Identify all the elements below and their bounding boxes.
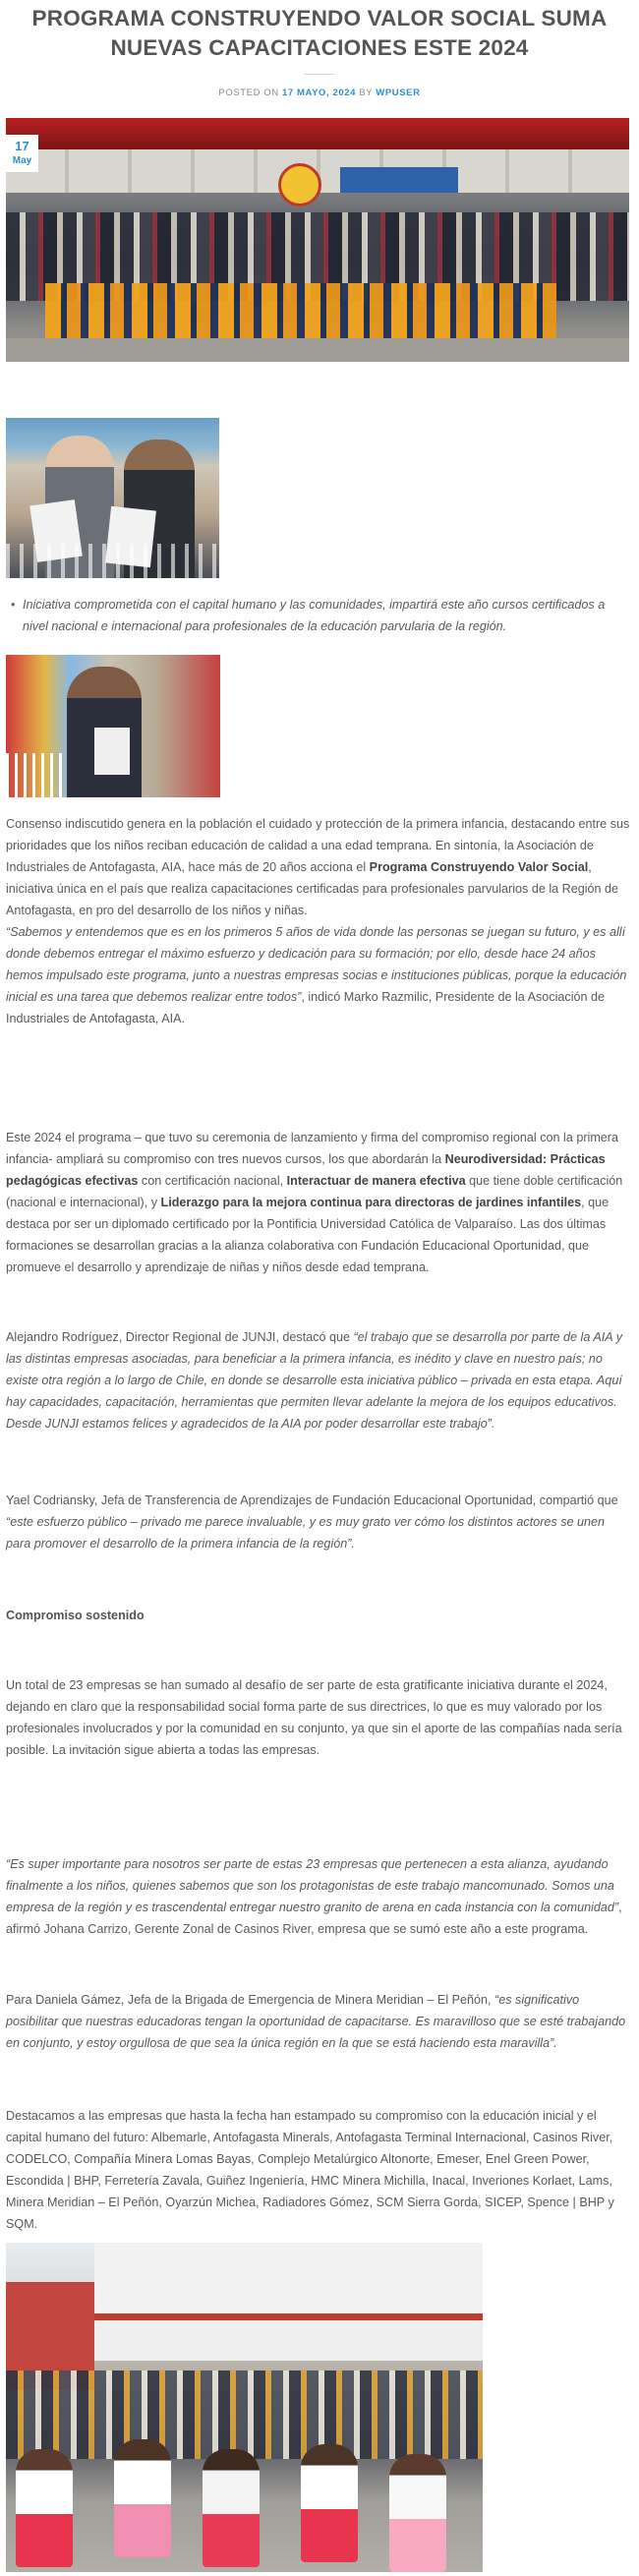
post-title: PROGRAMA CONSTRUYENDO VALOR SOCIAL SUMA NUEVAS CAPACITACIONES ESTE 2024 <box>31 6 608 60</box>
featured-image <box>6 118 629 362</box>
date-badge-day: 17 <box>15 139 29 153</box>
by-label: BY <box>359 88 374 98</box>
date-badge <box>6 135 38 172</box>
paragraph-courses: Este 2024 el programa – que tuvo su ceremonia de lanzamiento y firma del compromiso regional con la primera infancia- ampliará su compromiso con tres nuevos cursos, los que abordarán la Neurodiversidad: Prácticas pedagógicas efectivas con certificación nacional, Interactuar de manera efectiva que tiene doble certificación (nacional e internacional), y Liderazgo para la mejora continua para directoras de jardines infantiles, que destaca por ser un diplomado certificado por la Pontificia Universidad Católica de Valparaíso. Las dos últimas formaciones se desarrollan gracias a la alianza colaborativa con Fundación Educacional Oportunidad, que promueve el desarrollo y aprendizaje de niñas y niños desde edad temprana. <box>6 1131 623 1274</box>
photo-man-certificate <box>6 655 220 797</box>
paragraph-codriansky: Yael Codriansky, Jefa de Transferencia de Aprendizajes de Fundación Educacional Oportunidad, compartió que “este esfuerzo público – privado me parece invaluable, y es muy grato ver cómo los distintos actores se unen para promover el desarrollo de la primera infancia de la región”. <box>6 1493 618 1551</box>
quote-carrizo: “Es super importante para nosotros ser parte de estas 23 empresas que pertenecen a esta alianza, ayudando finalmente a los niños, quienes sabemos que son los protagonistas de este trabajo mancomunado. Somos una empresa de la región y es trascendental entregar nuestro granito de arena en cada instancia con la comunidad”, afirmó Johana Carrizo, Gerente Zonal de Casinos River, empresa que se sumó este año a este programa. <box>6 1857 622 1936</box>
author-link[interactable]: WPUSER <box>376 88 421 98</box>
subheading-compromiso: Compromiso sostenido <box>6 1609 145 1622</box>
quote-razmilic: “Sabemos y entendemos que es en los primeros 5 años de vida donde las personas se juegan su futuro, y es allí donde debemos entregar el máximo esfuerzo y dedicación para su formación; por ello, desde hace 24 años hemos impulsado este programa, junto a nuestras empresas socias e instituciones públicas, porque la educación inicial es una tarea que debemos realizar entre todos”, indicó Marko Razmilic, Presidente de la Asociación de Industriales de Antofagasta, AIA. <box>6 925 627 1025</box>
paragraph-gamez: Para Daniela Gámez, Jefa de la Brigada de Emergencia de Minera Meridian – El Peñón, “es significativo posibilitar que nuestras educadoras tengan la oportunidad de capacitarse. Es maravilloso que se esté trabajando en conjunto, y estoy orgullosa de que sea la única región en la que se está haciendo esta maravilla”. <box>6 1993 626 2050</box>
posted-on-label: POSTED ON <box>218 88 279 98</box>
date-badge-month: May <box>12 155 32 166</box>
summary-item: • Iniciativa comprometida con el capital humano y las comunidades, impartirá este año cursos certificados a nivel nacional e internacional para profesionales de la educación parvularia de la región. <box>23 594 632 637</box>
photo-two-men-certificates <box>6 418 219 578</box>
post-date-link[interactable]: 17 MAYO, 2024 <box>282 88 357 98</box>
paragraph-junji: Alejandro Rodríguez, Director Regional de JUNJI, destacó que “el trabajo que se desarrolla por parte de la AIA y las distintas empresas asociadas, para beneficiar a la primera infancia, es inédito y clave en nuestro país; no existe otra región a lo largo de Chile, en donde se desarrolle esta iniciativa público – privada en esta etapa. Aquí hay capacidades, capacitación, herramientas que permiten llevar adelante la mejora de los equipos educativos. Desde JUNJI estamos felices y agradecidos de la AIA por poder desarrollar este trabajo”. <box>6 1330 622 1431</box>
paragraph-companies-total: Un total de 23 empresas se han sumado al desafío de ser parte de esta gratificante iniciativa durante el 2024, dejando en claro que la responsabilidad social forma parte de sus directrices, lo que es muy valorado por los profesionales involucrados y por la comunidad en su conjunto, ya que sin el aporte de las compañías nada sería posible. La invitación sigue abierta a todas las empresas. <box>6 1678 622 1757</box>
paragraph-intro: Consenso indiscutido genera en la población el cuidado y protección de la primera infancia, destacando entre sus prioridades que los niños reciban educación de calidad a una edad temprana. En sintonía, la Asociación de Industriales de Antofagasta, AIA, hace más de 20 años acciona el Programa Construyendo Valor Social, iniciativa única en el país que realiza capacitaciones certificadas para profesionales parvularios de la Región de Antofagasta, en pro del desarrollo de los niños y niñas. <box>6 817 630 917</box>
photo-children-dancing <box>6 2243 483 2572</box>
paragraph-companies-list: Destacamos a las empresas que hasta la fecha han estampado su compromiso con la educación inicial y el capital humano del futuro: Albemarle, Antofagasta Minerals, Antofagasta Terminal Internacional, Casinos River, CODELCO, Compañía Minera Lomas Bayas, Complejo Metalúrgico Altonorte, Emeser, Enel Green Power, Escondida | BHP, Ferretería Zavala, Guiñez Ingeniería, HMC Minera Michilla, Inacal, Inveriones Korlaet, Lams, Minera Meridian – El Peñón, Oyarzún Michea, Radiadores Gómez, SCM Sierra Gorda, SICEP, Spence | BHP y SQM. <box>6 2109 614 2231</box>
title-divider <box>305 74 334 75</box>
summary-list <box>8 594 632 637</box>
program-name: Programa Construyendo Valor Social <box>369 860 589 874</box>
post-meta <box>0 88 639 98</box>
